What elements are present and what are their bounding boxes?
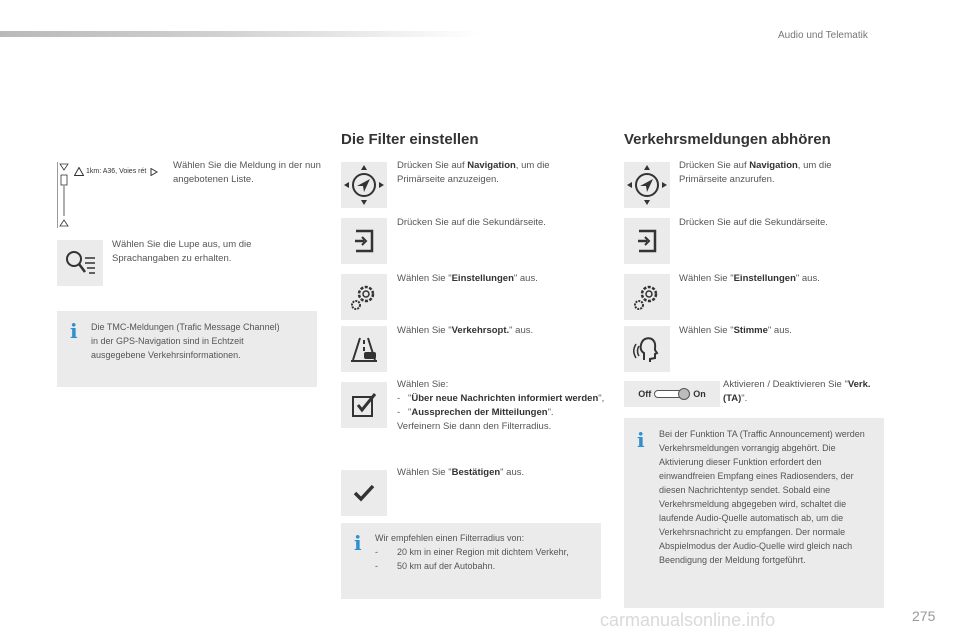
toggle-off-label: Off [638,389,652,399]
navigation-icon [625,163,669,207]
ta-info-text: Bei der Funktion TA (Traffic Announcement) werden Verkehrsmeldungen vorrangig abgehört. Die Aktivierung dieser Funktion erfordert den einwandfreien Empfang eines Radiosenders, der diesen Nachrichtentyp sendet. Sobald eine Verkehrsmeldung abgegeben wird, schaltet die laufende Audio-Quelle automatisch ab, um die Verkehrsnachricht zu empfangen. Der normale Abspielmodus der Audio-Quelle wird gleich nach Beendigung der Meldung fortgeführt. [659,429,865,565]
tmc-info-note [57,311,317,387]
filter-secondary-page-button[interactable] [341,218,387,264]
tmc-screen [57,162,161,228]
toggle-knob [678,388,690,400]
navigation-icon [342,163,386,207]
tmc-lupe-text: Wählen Sie die Lupe aus, um die Sprachangaben zu erhalten. [112,239,252,264]
filter-radius-text: Wir empfehlen einen Filterradius von: - 20 km in einer Region mit dichtem Verkehr, - 50 km auf der Autobahn. [375,533,569,571]
listen-secondary-page-button[interactable] [624,218,670,264]
filter-step5-text: Wählen Sie: - "Über neue Nachrichten informiert werden", - "Aussprechen der Mitteilungen". Verfeinern Sie dann den Filterradius. [397,379,605,432]
filter-confirm-button[interactable] [341,470,387,516]
tmc-message-row[interactable] [58,162,161,181]
filter-step3-text: Wählen Sie "Einstellungen" aus. [397,273,538,284]
listen-title: Verkehrsmeldungen abhören [624,131,831,148]
tmc-select-text: Wählen Sie die Meldung in der nun angebotenen Liste. [173,160,321,185]
scrollbar[interactable] [58,162,70,228]
listen-navigation-button[interactable] [624,162,670,208]
listen-step2-text: Drücken Sie auf die Sekundärseite. [679,217,828,228]
settings-gear-icon [349,282,379,312]
checkbox-icon [351,392,377,418]
watermark: carmanualsonline.info [600,610,776,630]
voice-head-icon [632,334,662,364]
listen-step1-text: Drücken Sie auf Navigation, um die Primärseite anzurufen. [679,160,832,185]
checkmark-icon [353,484,375,502]
ta-info-note [624,418,884,608]
header-bar [0,31,480,37]
listen-step3-text: Wählen Sie "Einstellungen" aus. [679,273,820,284]
info-icon: i [70,319,78,343]
tmc-info-text: Die TMC-Meldungen (Trafic Message Channel) in der GPS-Navigation sind in Echtzeit ausgegebene Verkehrsinformationen. [91,322,280,360]
warning-icon [74,167,84,176]
info-icon: i [354,531,362,555]
filter-step4-text: Wählen Sie "Verkehrsopt." aus. [397,325,534,336]
filter-checkbox-button[interactable] [341,382,387,428]
filter-navigation-button[interactable] [341,162,387,208]
filter-step1-text: Drücken Sie auf Navigation, um die Primärseite anzuzeigen. [397,160,550,185]
tmc-voice-button[interactable] [57,240,103,286]
secondary-page-icon [351,228,377,254]
traffic-options-icon [349,334,379,364]
filter-settings-button[interactable] [341,274,387,320]
filter-title: Die Filter einstellen [341,131,479,148]
info-icon: i [637,428,645,452]
play-arrow-icon [150,168,158,176]
filter-radius-note [341,523,601,599]
filter-traffic-options-button[interactable] [341,326,387,372]
secondary-page-icon [634,228,660,254]
section-title: Audio und Telematik [778,30,868,41]
listen-voice-button[interactable] [624,326,670,372]
toggle-on-label: On [693,389,706,399]
tmc-message-text: 1km: A36, Voies rét [86,168,147,175]
toggle-track [654,390,690,398]
ta-toggle[interactable] [624,381,720,407]
filter-step2-text: Drücken Sie auf die Sekundärseite. [397,217,546,228]
filter-step6-text: Wählen Sie "Bestätigen" aus. [397,467,525,478]
page-number: 275 [912,608,936,624]
listen-settings-button[interactable] [624,274,670,320]
listen-step5-text: Aktivieren / Deaktivieren Sie "Verk. (TA)". [723,379,871,404]
settings-gear-icon [632,282,662,312]
listen-step4-text: Wählen Sie "Stimme" aus. [679,325,792,336]
magnifier-list-icon [63,248,97,278]
